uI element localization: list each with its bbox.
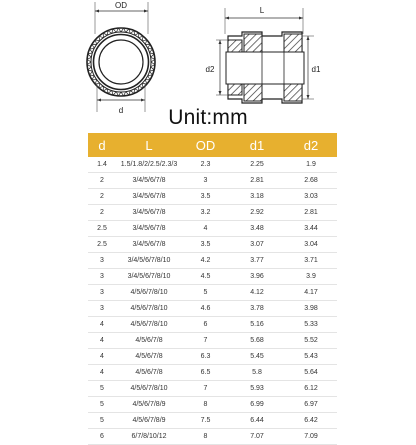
table-cell: 3/4/5/6/7/8 [116,237,182,253]
table-row [88,429,337,445]
table-cell: 4.17 [285,285,337,301]
table-cell: 3.96 [229,269,285,285]
table-cell: 4 [88,349,116,365]
table-row [88,253,337,269]
table-cell: 2.3 [182,157,229,173]
table-cell: 2.81 [285,205,337,221]
table-body [88,157,337,445]
table-row [88,397,337,413]
table-cell: 8 [182,429,229,445]
unit-title: Unit:mm [168,106,248,129]
table-cell: 6.44 [229,413,285,429]
table-cell: 4/5/6/7/8/10 [116,381,182,397]
table-cell: 4 [88,317,116,333]
table-cell: 4/5/6/7/8/9 [116,413,182,429]
table-cell: 7.09 [285,429,337,445]
table-cell: 5.52 [285,333,337,349]
table-cell: 3.18 [229,189,285,205]
table-cell: 3.9 [285,269,337,285]
table-cell: 5.33 [285,317,337,333]
side-view-drawing [206,6,321,103]
table-cell: 3.04 [285,237,337,253]
table-cell: 4/5/6/7/8/10 [116,285,182,301]
table-cell: 4/5/6/7/8/9 [116,397,182,413]
table-cell: 4/5/6/7/8 [116,333,182,349]
table-cell: 5 [88,397,116,413]
column-header: d1 [229,133,285,157]
table-cell: 3/4/5/6/7/8 [116,173,182,189]
od-label: OD [115,1,127,10]
table-cell: 4.5 [182,269,229,285]
table-cell: 2.92 [229,205,285,221]
table-cell: 3.5 [182,237,229,253]
table-cell: 7 [182,333,229,349]
d-label: d [118,106,124,115]
table-cell: 4/5/6/7/8/10 [116,301,182,317]
table-cell: 2.25 [229,157,285,173]
table-cell: 5 [88,413,116,429]
table-cell: 3/4/5/6/7/8 [116,205,182,221]
table-header-row [88,133,337,157]
table-cell: 1.9 [285,157,337,173]
column-header: d2 [285,133,337,157]
table-row [88,173,337,189]
table-cell: 5.16 [229,317,285,333]
table-cell: 6.5 [182,365,229,381]
table-row [88,381,337,397]
table-cell: 3.44 [285,221,337,237]
table-cell: 4 [88,333,116,349]
table-cell: 2.5 [88,221,116,237]
table-cell: 1.5/1.8/2/2.5/2.3/3 [116,157,182,173]
table-cell: 6.3 [182,349,229,365]
d1-label: d1 [311,65,321,74]
table-cell: 5.8 [229,365,285,381]
table-cell: 3.71 [285,253,337,269]
table-row [88,285,337,301]
table-cell: 3/4/5/6/7/8 [116,221,182,237]
table-cell: 4.6 [182,301,229,317]
table-cell: 7.5 [182,413,229,429]
table-cell: 5 [182,285,229,301]
table-cell: 6 [182,317,229,333]
table-cell: 7 [182,381,229,397]
table-cell: 4 [182,221,229,237]
table-row [88,365,337,381]
table-cell: 4.12 [229,285,285,301]
table-cell: 4/5/6/7/8 [116,365,182,381]
table-cell: 2 [88,173,116,189]
table-cell: 1.4 [88,157,116,173]
table-cell: 5 [88,381,116,397]
table-cell: 3 [88,285,116,301]
table-row [88,189,337,205]
table-cell: 5.45 [229,349,285,365]
table-cell: 3.2 [182,205,229,221]
table-cell: 6/7/8/10/12 [116,429,182,445]
table-cell: 6.42 [285,413,337,429]
table-cell: 4 [88,365,116,381]
table-cell: 2.5 [88,237,116,253]
table-cell: 3.07 [229,237,285,253]
column-header: L [116,133,182,157]
table-cell: 3.77 [229,253,285,269]
column-header: d [88,133,116,157]
table-cell: 4/5/6/7/8 [116,349,182,365]
table-cell: 3 [88,269,116,285]
table-cell: 6.97 [285,397,337,413]
table-cell: 6 [88,429,116,445]
table-cell: 3.48 [229,221,285,237]
front-view-drawing [87,1,155,115]
table-cell: 5.93 [229,381,285,397]
table-cell: 8 [182,397,229,413]
spec-table [88,133,337,445]
table-cell: 5.43 [285,349,337,365]
table-cell: 7.07 [229,429,285,445]
table-cell: 5.64 [285,365,337,381]
column-header: OD [182,133,229,157]
table-row [88,413,337,429]
table-cell: 3 [88,301,116,317]
table-row [88,157,337,173]
d2-label: d2 [205,65,215,74]
table-cell: 6.12 [285,381,337,397]
table-cell: 2.81 [229,173,285,189]
table-row [88,317,337,333]
table-row [88,333,337,349]
table-row [88,205,337,221]
table-row [88,301,337,317]
table-row [88,269,337,285]
table-cell: 5.68 [229,333,285,349]
table-cell: 3.78 [229,301,285,317]
l-label: L [259,6,265,15]
table-cell: 4/5/6/7/8/10 [116,317,182,333]
table-cell: 2 [88,205,116,221]
table-row [88,349,337,365]
table-cell: 3.5 [182,189,229,205]
table-cell: 3/4/5/6/7/8/10 [116,269,182,285]
table-cell: 6.99 [229,397,285,413]
table-cell: 3/4/5/6/7/8 [116,189,182,205]
table-cell: 2.68 [285,173,337,189]
table-cell: 3 [88,253,116,269]
table-cell: 3/4/5/6/7/8/10 [116,253,182,269]
table-cell: 2 [88,189,116,205]
table-cell: 3.03 [285,189,337,205]
table-cell: 4.2 [182,253,229,269]
table-row [88,221,337,237]
table-cell: 3 [182,173,229,189]
table-row [88,237,337,253]
table-cell: 3.98 [285,301,337,317]
